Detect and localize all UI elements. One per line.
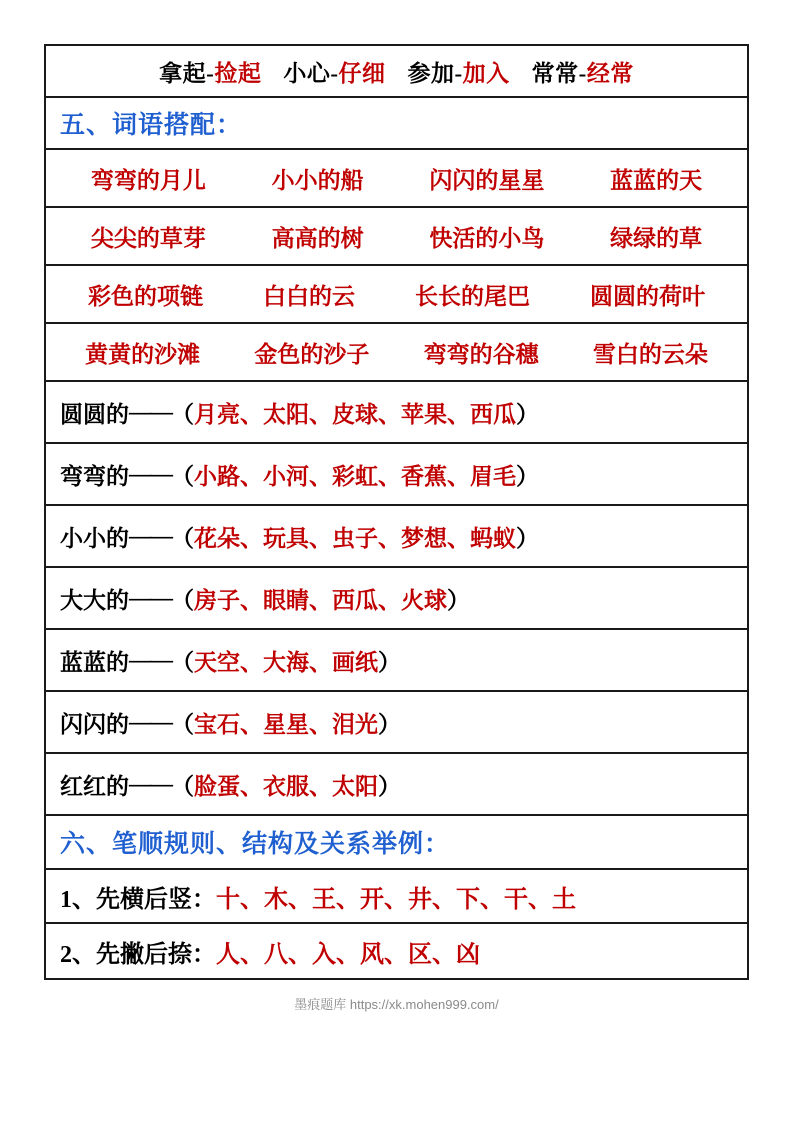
match-row <box>46 568 747 630</box>
match-row <box>46 506 747 568</box>
match-dash: —— <box>129 585 171 610</box>
content-table <box>44 44 749 980</box>
match-dash: —— <box>129 523 171 548</box>
phrase-item: 弯弯的月儿 <box>90 167 206 193</box>
match-dash: —— <box>129 647 171 672</box>
synonym-left: 小心- <box>283 60 339 86</box>
synonym-right: 捡起 <box>214 60 262 86</box>
match-close-paren: ） <box>378 649 401 675</box>
match-lead: 小小的 <box>60 525 129 551</box>
match-close-paren: ） <box>516 525 539 551</box>
match-open-paren: （ <box>171 649 194 675</box>
rule-label: 1、先横后竖： <box>60 886 216 913</box>
phrase-item: 闪闪的星星 <box>429 167 545 193</box>
phrase-item: 快活的小鸟 <box>429 225 545 251</box>
phrase-item: 绿绿的草 <box>610 225 703 251</box>
rule-characters: 人、八、入、风、区、凶 <box>216 941 480 968</box>
match-lead: 大大的 <box>60 587 129 613</box>
match-words: 花朵、玩具、虫子、梦想、蚂蚁 <box>194 525 516 551</box>
synonym-right: 仔细 <box>338 60 386 86</box>
section-five-heading: 五、词语搭配： <box>46 98 747 150</box>
match-words: 房子、眼睛、西瓜、火球 <box>194 587 447 613</box>
phrase-item: 蓝蓝的天 <box>610 167 703 193</box>
synonym-pair <box>283 55 385 88</box>
phrase-row <box>46 266 747 324</box>
match-open-paren: （ <box>171 773 194 799</box>
match-close-paren: ） <box>447 587 470 613</box>
phrase-item: 雪白的云朵 <box>592 341 708 367</box>
match-close-paren: ） <box>378 711 401 737</box>
phrase-row <box>46 150 747 208</box>
match-words: 天空、大海、画纸 <box>194 649 378 675</box>
synonym-pair <box>532 55 634 88</box>
match-dash: —— <box>129 399 171 424</box>
rule-label: 2、先撇后捺： <box>60 941 216 968</box>
match-close-paren: ） <box>516 463 539 489</box>
phrase-item: 尖尖的草芽 <box>90 225 206 251</box>
match-open-paren: （ <box>171 711 194 737</box>
match-lead: 闪闪的 <box>60 711 129 737</box>
match-row <box>46 630 747 692</box>
match-dash: —— <box>129 709 171 734</box>
match-lead: 弯弯的 <box>60 463 129 489</box>
match-open-paren: （ <box>171 401 194 427</box>
phrase-item: 黄黄的沙滩 <box>85 341 201 367</box>
match-close-paren: ） <box>516 401 539 427</box>
rule-characters: 十、木、王、开、井、下、干、土 <box>216 886 576 913</box>
match-row <box>46 692 747 754</box>
synonym-left: 拿起- <box>159 60 215 86</box>
phrase-item: 小小的船 <box>271 167 364 193</box>
phrase-item: 白白的云 <box>263 283 355 309</box>
match-words: 脸蛋、衣服、太阳 <box>194 773 378 799</box>
match-words: 小路、小河、彩虹、香蕉、眉毛 <box>194 463 516 489</box>
match-dash: —— <box>129 461 171 486</box>
match-row <box>46 444 747 506</box>
match-row <box>46 382 747 444</box>
match-lead: 蓝蓝的 <box>60 649 129 675</box>
phrase-item: 弯弯的谷穗 <box>423 341 539 367</box>
phrase-row <box>46 208 747 266</box>
rule-row <box>46 870 747 924</box>
synonym-pairs-row <box>46 46 747 98</box>
rule-row <box>46 924 747 978</box>
synonym-pair <box>408 55 510 88</box>
match-words: 月亮、太阳、皮球、苹果、西瓜 <box>194 401 516 427</box>
match-lead: 圆圆的 <box>60 401 129 427</box>
synonym-left: 参加- <box>407 60 463 86</box>
phrase-row <box>46 324 747 382</box>
match-open-paren: （ <box>171 587 194 613</box>
match-words: 宝石、星星、泪光 <box>194 711 378 737</box>
section-six-heading: 六、笔顺规则、结构及关系举例： <box>46 816 747 870</box>
synonym-left: 常常- <box>531 60 587 86</box>
footer-watermark: 墨痕题库 https://xk.mohen999.com/ <box>294 997 499 1012</box>
phrase-item: 圆圆的荷叶 <box>590 283 705 309</box>
phrase-item: 高高的树 <box>271 225 364 251</box>
match-open-paren: （ <box>171 463 194 489</box>
synonym-right: 加入 <box>462 60 510 86</box>
synonym-right: 经常 <box>586 60 634 86</box>
phrase-item: 金色的沙子 <box>254 341 370 367</box>
synonym-pair <box>159 55 261 88</box>
match-dash: —— <box>129 771 171 796</box>
phrase-item: 长长的尾巴 <box>415 283 530 309</box>
match-close-paren: ） <box>378 773 401 799</box>
match-row <box>46 754 747 816</box>
match-lead: 红红的 <box>60 773 129 799</box>
phrase-item: 彩色的项链 <box>88 283 203 309</box>
match-open-paren: （ <box>171 525 194 551</box>
